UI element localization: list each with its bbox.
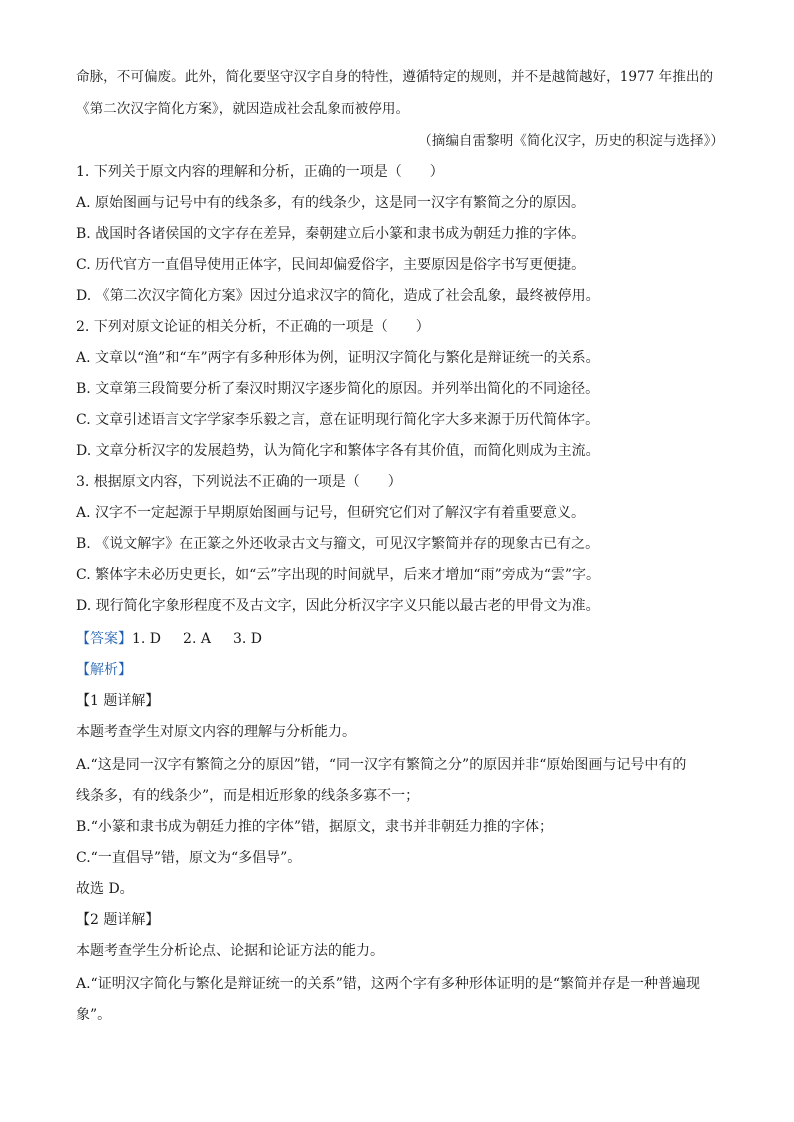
detail-2-a-line: 象”。 xyxy=(76,1007,112,1023)
answer-label: 【答案】 xyxy=(76,631,132,647)
question-2-option-d: D. 文章分析汉字的发展趋势，认为简化字和繁体字各有其价值，而简化则成为主流。 xyxy=(76,443,600,459)
answer-item: 2. A xyxy=(183,631,211,647)
answer-item: 1. D xyxy=(132,631,162,647)
detail-1-conclusion: 故选 D。 xyxy=(76,881,134,897)
detail-1-a-line: A.“这是同一汉字有繁简之分的原因”错，“同一汉字有繁简之分”的原因并非“原始图画与记号中有的 xyxy=(76,757,687,773)
question-3-option-d: D. 现行简化字象形程度不及古文字，因此分析汉字字义只能以最古老的甲骨文为准。 xyxy=(76,598,600,614)
question-2-stem: 2. 下列对原文论证的相关分析，不正确的一项是（ ） xyxy=(76,319,430,335)
question-1-stem: 1. 下列关于原文内容的理解和分析，正确的一项是（ ） xyxy=(76,164,444,180)
passage-line: 命脉，不可偏废。此外，简化要坚守汉字自身的特性，遵循特定的规则，并不是越简越好，1977 年推出的 xyxy=(76,69,714,85)
question-2-option-a: A. 文章以“渔”和“车”两字有多种形体为例，证明汉字简化与繁化是辩证统一的关系。 xyxy=(76,350,600,366)
question-1-option-a: A. 原始图画与记号中有的线条多，有的线条少，这是同一汉字有繁简之分的原因。 xyxy=(76,195,586,211)
detail-1-heading: 【1 题详解】 xyxy=(76,693,160,709)
question-1-option-b: B. 战国时各诸侯国的文字存在差异，秦朝建立后小篆和隶书成为朝廷力推的字体。 xyxy=(76,226,586,242)
detail-2-intro: 本题考查学生分析论点、论据和论证方法的能力。 xyxy=(76,943,384,959)
question-3-option-c: C. 繁体字未必历史更长，如“云”字出现的时间就早，后来才增加“雨”旁成为“雲”字。 xyxy=(76,567,601,583)
detail-1-a-line: 线条多，有的线条少”，而是相近形象的线条多寡不一； xyxy=(76,788,420,804)
detail-1-c: C.“一直倡导”错，原文为“多倡导”。 xyxy=(76,850,302,866)
question-3-option-a: A. 汉字不一定起源于早期原始图画与记号，但研究它们对了解汉字有着重要意义。 xyxy=(76,505,586,521)
question-2-option-b: B. 文章第三段简要分析了秦汉时期汉字逐步简化的原因。并列举出简化的不同途径。 xyxy=(76,381,600,397)
answer-item: 3. D xyxy=(232,631,263,647)
passage-source: （摘编自雷黎明《简化汉字，历史的积淀与选择》） xyxy=(418,133,724,149)
question-3-stem: 3. 根据原文内容，下列说法不正确的一项是（ ） xyxy=(76,474,402,490)
detail-1-intro: 本题考查学生对原文内容的理解与分析能力。 xyxy=(76,724,356,740)
answer-line xyxy=(76,630,724,648)
analysis-label: 【解析】 xyxy=(76,662,132,678)
question-2-option-c: C. 文章引述语言文字学家李乐毅之言，意在证明现行简化字大多来源于历代简体字。 xyxy=(76,412,600,428)
question-1-option-d: D. 《第二次汉字简化方案》因过分追求汉字的简化，造成了社会乱象，最终被停用。 xyxy=(76,288,600,304)
question-3-option-b: B. 《说文解字》在正篆之外还收录古文与籀文，可见汉字繁简并存的现象古已有之。 xyxy=(76,536,600,552)
passage-line: 《第二次汉字简化方案》，就因造成社会乱象而被停用。 xyxy=(76,101,410,117)
question-1-option-c: C. 历代官方一直倡导使用正体字，民间却偏爱俗字，主要原因是俗字书写更便捷。 xyxy=(76,257,586,273)
detail-2-heading: 【2 题详解】 xyxy=(76,912,160,928)
detail-1-b: B.“小篆和隶书成为朝廷力推的字体”错，据原文，隶书并非朝廷力推的字体； xyxy=(76,819,554,835)
detail-2-a-line: A.“证明汉字简化与繁化是辩证统一的关系”错，这两个字有多种形体证明的是“繁简并存是一种普遍现 xyxy=(76,976,701,992)
